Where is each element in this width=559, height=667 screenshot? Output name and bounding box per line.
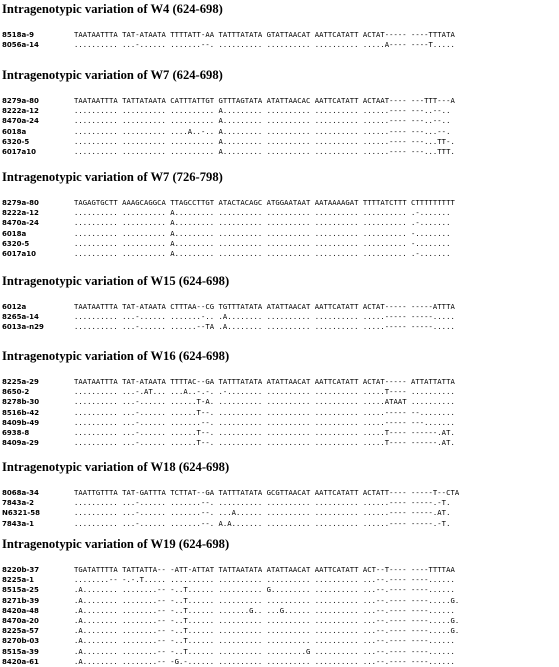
sample-id: 7843a-2 — [2, 499, 34, 508]
sequence: .......... ...-...... ......T--. .......... .......... .......... .....----- --........ — [74, 407, 455, 417]
section-title: Intragenotypic variation of W15 (624-698) — [2, 274, 230, 288]
sample-id: 8225a-57 — [2, 627, 39, 636]
sample-id: 6938-8 — [2, 429, 30, 437]
sequence: .......... ...-...... .......--. .......... .......... .......... ......---- -----.-T. — [74, 498, 451, 508]
sample-id: 6320-5 — [2, 239, 30, 248]
sample-id: 8409a-29 — [2, 439, 39, 448]
sample-id: 8225a-1 — [2, 576, 34, 585]
sequence: .......... ...-...... .......--. .......... .......... .......... .....----- ---....... — [74, 417, 455, 427]
sequence: .......... ...-...... .......--. ...A...... .......... .......... ......---- -----.AT. — [74, 508, 451, 518]
sample-id: 8265a-14 — [2, 313, 39, 322]
sample-id: 6017a10 — [2, 148, 36, 156]
sample-id: 6320-5 — [2, 137, 30, 146]
sequence: .A........ ........-- -..T...... .......... .......... .......... ...--.---- ----.....G. — [74, 595, 460, 605]
sample-id: 6018a — [2, 127, 27, 136]
section-title: Intragenotypic variation of W4 (624-698) — [2, 2, 223, 16]
sequence: .......... ...-...... .......--. .......... .......... .......... .....A---- ----T..... — [74, 40, 455, 50]
sequence: .......... .......... .......... A......... .......... .......... ......---- ---...TTT. — [74, 147, 455, 156]
sample-id: 8279a-80 — [2, 97, 39, 105]
sample-id: N6321-58 — [2, 509, 40, 518]
sample-id: 8220b-37 — [2, 566, 40, 574]
sample-id: 7843a-1 — [2, 519, 34, 528]
sample-id: 8470a-24 — [2, 117, 39, 126]
sequence: TAATTGTTTA TAT-GATTTA TCTTAT--GA TATTTATATA GCGTTAACAT AATTCATATT ACTATT---- -----T--CTA — [74, 488, 460, 497]
sequence: .......... ...-.AT... ...A..-.-. .-........ .......... .......... .....T---- .......... — [74, 387, 455, 397]
sequence: TAATAATTTA TAT-ATAATA CTTTAA--CG TGTTTATATA ATATTAACAT AATTCATATT ACTAT----- -----ATTTA — [74, 302, 455, 311]
sample-id: 8279a-80 — [2, 199, 39, 207]
sequence: .......... .......... .......... A......... .......... .......... ......---- ---..--.. — [74, 106, 451, 116]
sample-id: 8068a-34 — [2, 489, 39, 497]
sample-id: 6012a — [2, 303, 27, 311]
sample-id: 8515a-39 — [2, 647, 39, 656]
sample-id: 6013a-n29 — [2, 323, 44, 332]
sequence: TAATAATTTA TAT-ATAATA TTTTATT-AA TATTTATATA GTATTAACAT AATTCATATT ACTAT----- ----TTTATA — [74, 30, 455, 39]
sample-id: 8516b-42 — [2, 408, 40, 417]
section-title: Intragenotypic variation of W7 (624-698) — [2, 68, 223, 82]
sample-id: 8409b-49 — [2, 418, 40, 427]
sample-id: 8225a-29 — [2, 378, 39, 386]
sequence: .......... .......... A......... .......... .......... .......... .......... .-....... — [74, 218, 451, 228]
sample-id: 8470a-20 — [2, 617, 39, 625]
sample-id: 8420a-48 — [2, 606, 39, 615]
section-title: Intragenotypic variation of W16 (624-698) — [2, 349, 230, 363]
sequence: .A........ ........-- -..T...... .......... .......... .......... ...--.---- ----...... — [74, 636, 455, 646]
sample-id: 8222a-12 — [2, 107, 39, 116]
sequence: TGATATTTTA TATTATTA-- -ATT-ATTAT TATTAATATA ATATTAACAT AATTCATATT ACT--T---- ----TTTTAA — [74, 565, 455, 574]
sequence: .......... ...-...... ......--TA .A........ .......... .......... .....----- -----..... — [74, 322, 455, 332]
sequence: TAATAATTTA TAT-ATAATA TTTTAC--GA TATTTATATA ATATTAACAT AATTCATATT ACTAT----- ATTATTATTA — [74, 377, 455, 386]
sequence: .A........ ........-- -G.-...... .......... .......... .......... ...--.---- ----...... — [74, 656, 455, 666]
sequence: TAGAGTGCTT AAAGCAGGCA TTAGCCTTGT ATACTACAGC ATGGAATAAT AATAAAAGAT TTTTATCTTT CTTTTTTTTT — [74, 198, 455, 207]
sequence: .......... ...-...... ......T--. .......... .......... .......... .....T---- ------.AT. — [74, 428, 455, 437]
sequence: .A........ ........-- -..T...... .......... .......... .......... ...--.---- ----.....G. — [74, 626, 460, 636]
sample-id: 6018a — [2, 229, 27, 238]
sample-id: 8515a-25 — [2, 586, 39, 595]
section-title: Intragenotypic variation of W18 (624-698) — [2, 460, 230, 474]
sequence: .A........ ........-- -..T...... .......G.. ...G...... .......... ...--.---- ----...... — [74, 605, 455, 615]
sample-id: 8518a-9 — [2, 31, 34, 39]
sample-id: 8271b-39 — [2, 596, 40, 605]
sequence: .......... .......... A......... .......... .......... .......... .......... -........ — [74, 228, 451, 238]
sequence: .......... ...-...... .......-.. .A........ .......... .......... .....----- -----..... — [74, 312, 455, 322]
sample-id: 8222a-12 — [2, 209, 39, 218]
sequence: .......... ...-...... .......--. A.A....... .......... .......... ......---- -----.-T. — [74, 518, 451, 528]
sample-id: 8470a-24 — [2, 219, 39, 228]
sequence: .......... .......... A......... .......... .......... .......... .......... .-....... — [74, 208, 451, 218]
sample-id: 8056a-14 — [2, 41, 39, 50]
section-title: Intragenotypic variation of W7 (726-798) — [2, 170, 223, 184]
sequence: .......... .......... .......... A......... .......... .......... ......---- ---..--.. — [74, 116, 451, 126]
sequence: .......... .......... ....A..-.. A......... .......... .......... ......---- ---...--. — [74, 126, 451, 136]
sequence: .......... .......... A......... .......... .......... .......... .......... .-....... — [74, 249, 451, 258]
sample-id: 8420a-61 — [2, 657, 39, 666]
sequence: .......... .......... A......... .......... .......... .......... .......... -........ — [74, 238, 451, 248]
sequence: .A........ ........-- -..T...... .......... .......... .......... ...--.---- ----.....G. — [74, 616, 460, 625]
section-title: Intragenotypic variation of W19 (624-698) — [2, 537, 230, 551]
sequence: .......... ...-...... ......T-A. .......... .......... .......... .....ATAAT .......... — [74, 397, 455, 407]
sample-id: 8270b-03 — [2, 637, 40, 646]
sequence: .A........ ........-- -..T...... .......... .........G .......... ...--.---- ----...... — [74, 646, 455, 656]
sample-id: 8278b-30 — [2, 398, 40, 407]
sequence: .A........ ........-- -..T...... .......... G......... .......... ...--.---- ----...... — [74, 585, 455, 595]
sequence: .......... .......... .......... A......... .......... .......... ......---- ---...TT-. — [74, 136, 455, 146]
sequence: .......... ...-...... ......T--. .......... .......... .......... .....T---- ------.AT. — [74, 438, 455, 448]
sequence: ........-- -.-.T..... .......... .......... .......... .......... ...--.---- ----...... — [74, 575, 455, 585]
sample-id: 6017a10 — [2, 250, 36, 258]
sample-id: 8650-2 — [2, 388, 30, 397]
sequence: TAATAATTTA TATTATAATA CATTTATTGT GTTTAGTATA ATATTAACAC AATTCATATT ACTAAT---- ---TTT---A — [74, 96, 455, 105]
